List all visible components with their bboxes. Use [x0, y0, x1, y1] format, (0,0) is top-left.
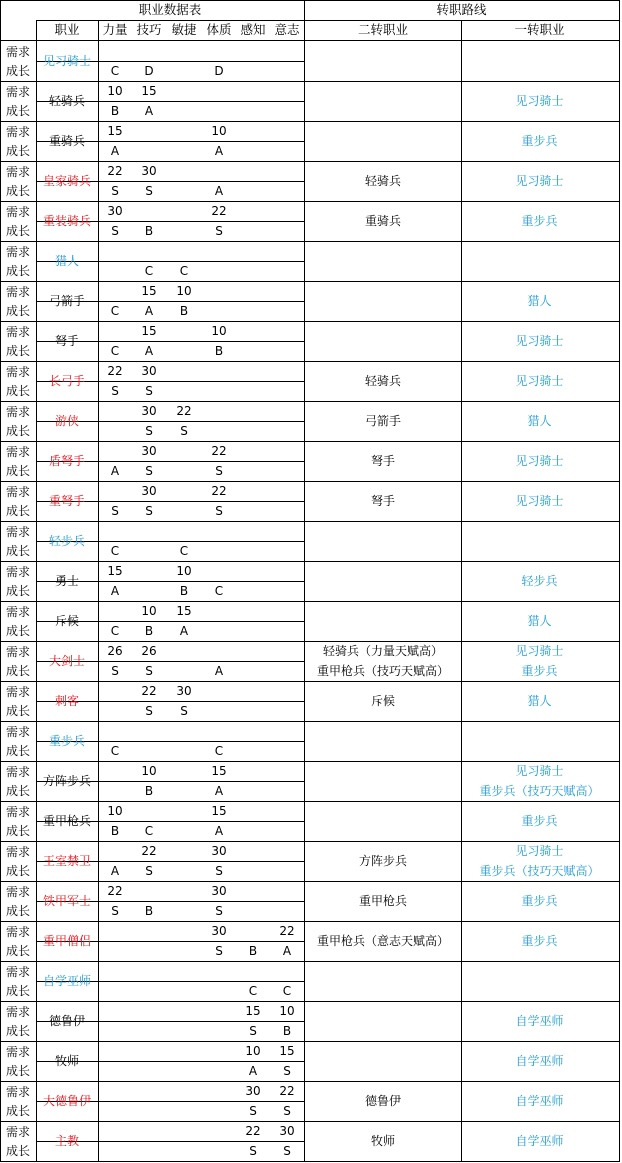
req-value: 15 — [107, 564, 123, 578]
row-bottom-border — [0, 681, 620, 682]
grow-value: A — [110, 144, 120, 158]
grow-value: C — [214, 744, 224, 758]
grow-label: 成长 — [5, 104, 30, 118]
grow-value: C — [110, 544, 120, 558]
job-name: 大德鲁伊 — [42, 1094, 91, 1108]
row-bottom-border — [0, 201, 620, 202]
req-value: 15 — [211, 804, 227, 818]
req-value: 30 — [141, 404, 157, 418]
grow-label: 成长 — [5, 904, 30, 918]
row-bottom-border — [0, 1161, 620, 1162]
req-value: 30 — [211, 844, 227, 858]
grow-label: 成长 — [5, 144, 30, 158]
first-job: 自学巫师 — [515, 1014, 564, 1028]
first-job: 见习骑士 — [515, 94, 564, 108]
req-label: 需求 — [5, 405, 30, 419]
grow-label: 成长 — [5, 464, 30, 478]
req-value: 22 — [176, 404, 192, 418]
req-value: 10 — [107, 804, 123, 818]
grow-value: A — [214, 784, 224, 798]
grow-value: S — [111, 904, 119, 918]
job-name: 皇家骑兵 — [42, 174, 91, 188]
grow-value: C — [110, 304, 120, 318]
req-label: 需求 — [5, 565, 30, 579]
grow-value: A — [110, 864, 120, 878]
header-divider — [36, 20, 620, 21]
grow-value: C — [110, 624, 120, 638]
grow-label: 成长 — [5, 944, 30, 958]
req-value: 15 — [245, 1004, 261, 1018]
job-name: 重弩手 — [48, 494, 85, 508]
second-job: 轻骑兵 — [364, 174, 401, 188]
job-name: 勇士 — [54, 574, 79, 588]
grow-value: S — [145, 184, 153, 198]
grow-value: S — [111, 224, 119, 238]
col-wil-header: 意志 — [274, 22, 300, 37]
job-name: 斥候 — [54, 614, 79, 628]
first-job: 见习骑士 — [515, 174, 564, 188]
grow-label: 成长 — [5, 784, 30, 798]
grow-value: A — [282, 944, 292, 958]
job-name: 弓箭手 — [48, 294, 85, 308]
grow-label: 成长 — [5, 224, 30, 238]
grow-value: B — [110, 104, 120, 118]
row-bottom-border — [0, 761, 620, 762]
first-job: 见习骑士 — [515, 454, 564, 468]
req-label: 需求 — [5, 805, 30, 819]
job-name: 刺客 — [54, 694, 79, 708]
second-job: 重甲枪兵（技巧天赋高） — [316, 664, 449, 678]
col-first-header: 一转职业 — [514, 22, 565, 37]
req-label: 需求 — [5, 685, 30, 699]
first-job: 重步兵 — [521, 934, 558, 948]
grow-value: S — [145, 664, 153, 678]
req-value: 22 — [107, 164, 123, 178]
grow-value: S — [145, 504, 153, 518]
first-job: 见习骑士 — [515, 494, 564, 508]
grow-value: S — [145, 464, 153, 478]
table-left-border — [0, 0, 1, 1162]
req-value: 15 — [176, 604, 192, 618]
req-value: 15 — [141, 84, 157, 98]
grow-label: 成长 — [5, 384, 30, 398]
grow-value: C — [179, 264, 189, 278]
req-value: 10 — [245, 1044, 261, 1058]
req-value: 30 — [279, 1124, 295, 1138]
req-value: 30 — [211, 884, 227, 898]
grow-label: 成长 — [5, 504, 30, 518]
second-job: 重甲枪兵（意志天赋高） — [316, 934, 449, 948]
path-divider — [461, 20, 462, 1162]
grow-value: A — [248, 1064, 258, 1078]
job-name: 长弓手 — [48, 374, 85, 388]
req-label: 需求 — [5, 245, 30, 259]
req-value: 26 — [141, 644, 157, 658]
grow-value: S — [215, 464, 223, 478]
job-name: 游侠 — [54, 414, 79, 428]
req-label: 需求 — [5, 845, 30, 859]
row-bottom-border — [0, 1081, 620, 1082]
first-job: 重步兵 — [521, 134, 558, 148]
first-job: 猎人 — [527, 414, 552, 428]
first-job: 猎人 — [527, 294, 552, 308]
req-value: 30 — [245, 1084, 261, 1098]
req-value: 22 — [211, 204, 227, 218]
req-value: 10 — [211, 124, 227, 138]
first-job: 重步兵（技巧天赋高） — [479, 864, 600, 878]
job-name: 方阵步兵 — [42, 774, 91, 788]
job-name: 见习骑士 — [42, 54, 91, 68]
first-job: 自学巫师 — [515, 1134, 564, 1148]
req-value: 15 — [141, 324, 157, 338]
req-value: 10 — [141, 604, 157, 618]
grow-value: B — [144, 224, 154, 238]
row-bottom-border — [0, 521, 620, 522]
second-job: 轻骑兵（力量天赋高） — [322, 644, 443, 658]
job-name: 重骑兵 — [48, 134, 85, 148]
req-value: 30 — [141, 484, 157, 498]
req-value: 30 — [141, 364, 157, 378]
first-job: 见习骑士 — [515, 844, 564, 858]
grow-value: A — [110, 464, 120, 478]
second-job: 斥候 — [370, 694, 395, 708]
second-job: 重甲枪兵 — [358, 894, 407, 908]
grow-value: B — [110, 824, 120, 838]
row-bottom-border — [0, 601, 620, 602]
req-label: 需求 — [5, 605, 30, 619]
req-label: 需求 — [5, 125, 30, 139]
row-bottom-border — [0, 1121, 620, 1122]
job-name: 轻骑兵 — [48, 94, 85, 108]
path-title: 转职路线 — [436, 2, 487, 17]
grow-label: 成长 — [5, 984, 30, 998]
req-value: 10 — [279, 1004, 295, 1018]
req-value: 26 — [107, 644, 123, 658]
job-name: 盾弩手 — [48, 454, 85, 468]
grow-value: D — [144, 64, 154, 78]
req-value: 22 — [141, 684, 157, 698]
req-value: 30 — [107, 204, 123, 218]
job-name: 铁甲军士 — [42, 894, 91, 908]
second-job: 牧师 — [370, 1134, 395, 1148]
grow-label: 成长 — [5, 64, 30, 78]
grow-label: 成长 — [5, 864, 30, 878]
first-job: 重步兵 — [521, 664, 558, 678]
grow-value: S — [283, 1104, 291, 1118]
grow-label: 成长 — [5, 824, 30, 838]
grow-label: 成长 — [5, 1064, 30, 1078]
grow-value: C — [144, 824, 154, 838]
grow-value: C — [282, 984, 292, 998]
grow-label: 成长 — [5, 1104, 30, 1118]
job-name: 主教 — [54, 1134, 79, 1148]
first-job: 猎人 — [527, 614, 552, 628]
grow-value: S — [111, 184, 119, 198]
req-value: 22 — [279, 924, 295, 938]
grow-value: S — [111, 384, 119, 398]
grow-value: S — [215, 504, 223, 518]
job-name: 牧师 — [54, 1054, 79, 1068]
row-bottom-border — [0, 641, 620, 642]
grow-value: S — [283, 1144, 291, 1158]
grow-value: S — [215, 904, 223, 918]
row-bottom-border — [0, 481, 620, 482]
grow-value: B — [144, 904, 154, 918]
row-bottom-border — [0, 161, 620, 162]
second-job: 方阵步兵 — [358, 854, 407, 868]
job-name: 重甲僧侣 — [42, 934, 91, 948]
grow-value: C — [214, 584, 224, 598]
col-str-header: 力量 — [102, 22, 128, 37]
req-value: 10 — [211, 324, 227, 338]
grow-value: A — [214, 824, 224, 838]
job-data-title: 职业数据表 — [138, 2, 202, 17]
req-label: 需求 — [5, 1085, 30, 1099]
row-bottom-border — [0, 961, 620, 962]
row-bottom-border — [0, 921, 620, 922]
req-label: 需求 — [5, 285, 30, 299]
row-bottom-border — [0, 881, 620, 882]
req-label: 需求 — [5, 165, 30, 179]
grow-label: 成长 — [5, 624, 30, 638]
first-job: 见习骑士 — [515, 374, 564, 388]
req-value: 15 — [141, 284, 157, 298]
req-value: 10 — [176, 284, 192, 298]
grow-value: A — [144, 344, 154, 358]
second-job: 重骑兵 — [364, 214, 401, 228]
req-label: 需求 — [5, 85, 30, 99]
req-label: 需求 — [5, 1125, 30, 1139]
col-con-header: 体质 — [206, 22, 232, 37]
grow-value: S — [249, 1104, 257, 1118]
req-value: 15 — [107, 124, 123, 138]
req-value: 22 — [245, 1124, 261, 1138]
req-label: 需求 — [5, 1005, 30, 1019]
header-bottom-border — [0, 40, 620, 41]
first-job: 重步兵 — [521, 894, 558, 908]
second-job: 轻骑兵 — [364, 374, 401, 388]
job-name: 自学巫师 — [42, 974, 91, 988]
req-value: 30 — [176, 684, 192, 698]
table-right-border — [619, 0, 620, 1162]
req-value: 22 — [211, 444, 227, 458]
req-label: 需求 — [5, 365, 30, 379]
row-bottom-border — [0, 1041, 620, 1042]
grow-value: C — [248, 984, 258, 998]
req-label: 需求 — [5, 445, 30, 459]
job-name: 大剑士 — [48, 654, 85, 668]
job-name: 德鲁伊 — [48, 1014, 85, 1028]
req-value: 30 — [211, 924, 227, 938]
job-name: 猎人 — [54, 254, 79, 268]
req-label: 需求 — [5, 485, 30, 499]
req-value: 22 — [279, 1084, 295, 1098]
first-job: 见习骑士 — [515, 764, 564, 778]
grow-value: S — [145, 424, 153, 438]
grow-value: B — [282, 1024, 292, 1038]
grow-value: A — [110, 584, 120, 598]
grow-value: S — [180, 704, 188, 718]
grow-label: 成长 — [5, 664, 30, 678]
col-agi-header: 敏捷 — [171, 22, 197, 37]
grow-value: A — [144, 104, 154, 118]
second-job: 弩手 — [370, 454, 395, 468]
grow-label: 成长 — [5, 1024, 30, 1038]
row-bottom-border — [0, 361, 620, 362]
grow-value: S — [215, 944, 223, 958]
req-value: 22 — [107, 884, 123, 898]
grow-value: S — [249, 1144, 257, 1158]
grow-value: A — [179, 624, 189, 638]
grow-value: S — [145, 384, 153, 398]
grow-value: A — [214, 664, 224, 678]
grow-label: 成长 — [5, 264, 30, 278]
grow-value: S — [145, 864, 153, 878]
grow-value: S — [111, 504, 119, 518]
req-value: 10 — [107, 84, 123, 98]
grow-label: 成长 — [5, 544, 30, 558]
grow-value: S — [180, 424, 188, 438]
grow-value: S — [215, 224, 223, 238]
second-job: 德鲁伊 — [364, 1094, 401, 1108]
req-label: 需求 — [5, 765, 30, 779]
req-label: 需求 — [5, 525, 30, 539]
first-job: 自学巫师 — [515, 1054, 564, 1068]
grow-label: 成长 — [5, 744, 30, 758]
first-job: 自学巫师 — [515, 1094, 564, 1108]
req-label: 需求 — [5, 885, 30, 899]
row-bottom-border — [0, 561, 620, 562]
req-value: 30 — [141, 164, 157, 178]
col-per-header: 感知 — [240, 22, 266, 37]
grow-value: C — [110, 344, 120, 358]
job-name: 重甲枪兵 — [42, 814, 91, 828]
req-value: 15 — [279, 1044, 295, 1058]
row-bottom-border — [0, 801, 620, 802]
grow-value: S — [215, 864, 223, 878]
grow-value: S — [145, 704, 153, 718]
table-top-border — [0, 0, 620, 1]
req-value: 22 — [211, 484, 227, 498]
grow-label: 成长 — [5, 704, 30, 718]
row-bottom-border — [0, 281, 620, 282]
first-job: 轻步兵 — [521, 574, 558, 588]
first-job: 猎人 — [527, 694, 552, 708]
req-label: 需求 — [5, 965, 30, 979]
row-bottom-border — [0, 1001, 620, 1002]
grow-value: B — [248, 944, 258, 958]
grow-label: 成长 — [5, 1144, 30, 1158]
row-bottom-border — [0, 81, 620, 82]
grow-label: 成长 — [5, 424, 30, 438]
grow-value: A — [214, 144, 224, 158]
grow-value: A — [144, 304, 154, 318]
section-divider — [304, 0, 305, 1162]
req-value: 10 — [141, 764, 157, 778]
req-value: 22 — [141, 844, 157, 858]
col-job-header: 职业 — [54, 22, 80, 37]
job-name: 弩手 — [54, 334, 79, 348]
grow-value: B — [144, 784, 154, 798]
row-bottom-border — [0, 241, 620, 242]
req-value: 22 — [107, 364, 123, 378]
job-name: 王室禁卫 — [42, 854, 91, 868]
grow-value: B — [144, 624, 154, 638]
row-bottom-border — [0, 441, 620, 442]
job-name: 重步兵 — [48, 734, 85, 748]
grow-value: B — [179, 584, 189, 598]
grow-value: S — [249, 1024, 257, 1038]
second-job: 弩手 — [370, 494, 395, 508]
grow-label: 成长 — [5, 344, 30, 358]
name-divider — [98, 20, 99, 1162]
second-job: 弓箭手 — [364, 414, 401, 428]
grow-value: B — [214, 344, 224, 358]
grow-value: A — [214, 184, 224, 198]
row-bottom-border — [0, 121, 620, 122]
row-bottom-border — [0, 401, 620, 402]
row-bottom-border — [0, 721, 620, 722]
grow-value: S — [283, 1064, 291, 1078]
first-job: 见习骑士 — [515, 644, 564, 658]
grow-value: D — [214, 64, 224, 78]
row-bottom-border — [0, 321, 620, 322]
first-job: 见习骑士 — [515, 334, 564, 348]
req-value: 30 — [141, 444, 157, 458]
req-label: 需求 — [5, 325, 30, 339]
req-label: 需求 — [5, 645, 30, 659]
grow-label: 成长 — [5, 184, 30, 198]
row-bottom-border — [0, 841, 620, 842]
col-skl-header: 技巧 — [136, 22, 162, 37]
grow-value: C — [110, 64, 120, 78]
req-label: 需求 — [5, 725, 30, 739]
grow-value: S — [111, 664, 119, 678]
req-value: 10 — [176, 564, 192, 578]
col-second-header: 二转职业 — [357, 22, 408, 37]
job-name: 重装骑兵 — [42, 214, 91, 228]
grow-label: 成长 — [5, 584, 30, 598]
grow-value: B — [179, 304, 189, 318]
first-job: 重步兵（技巧天赋高） — [479, 784, 600, 798]
first-job: 重步兵 — [521, 814, 558, 828]
grow-value: C — [144, 264, 154, 278]
req-label: 需求 — [5, 45, 30, 59]
req-value: 15 — [211, 764, 227, 778]
job-name: 轻步兵 — [48, 534, 85, 548]
grow-label: 成长 — [5, 304, 30, 318]
label-divider — [36, 20, 37, 1162]
req-label: 需求 — [5, 205, 30, 219]
req-label: 需求 — [5, 1045, 30, 1059]
req-label: 需求 — [5, 925, 30, 939]
grow-value: C — [179, 544, 189, 558]
first-job: 重步兵 — [521, 214, 558, 228]
grow-value: C — [110, 744, 120, 758]
